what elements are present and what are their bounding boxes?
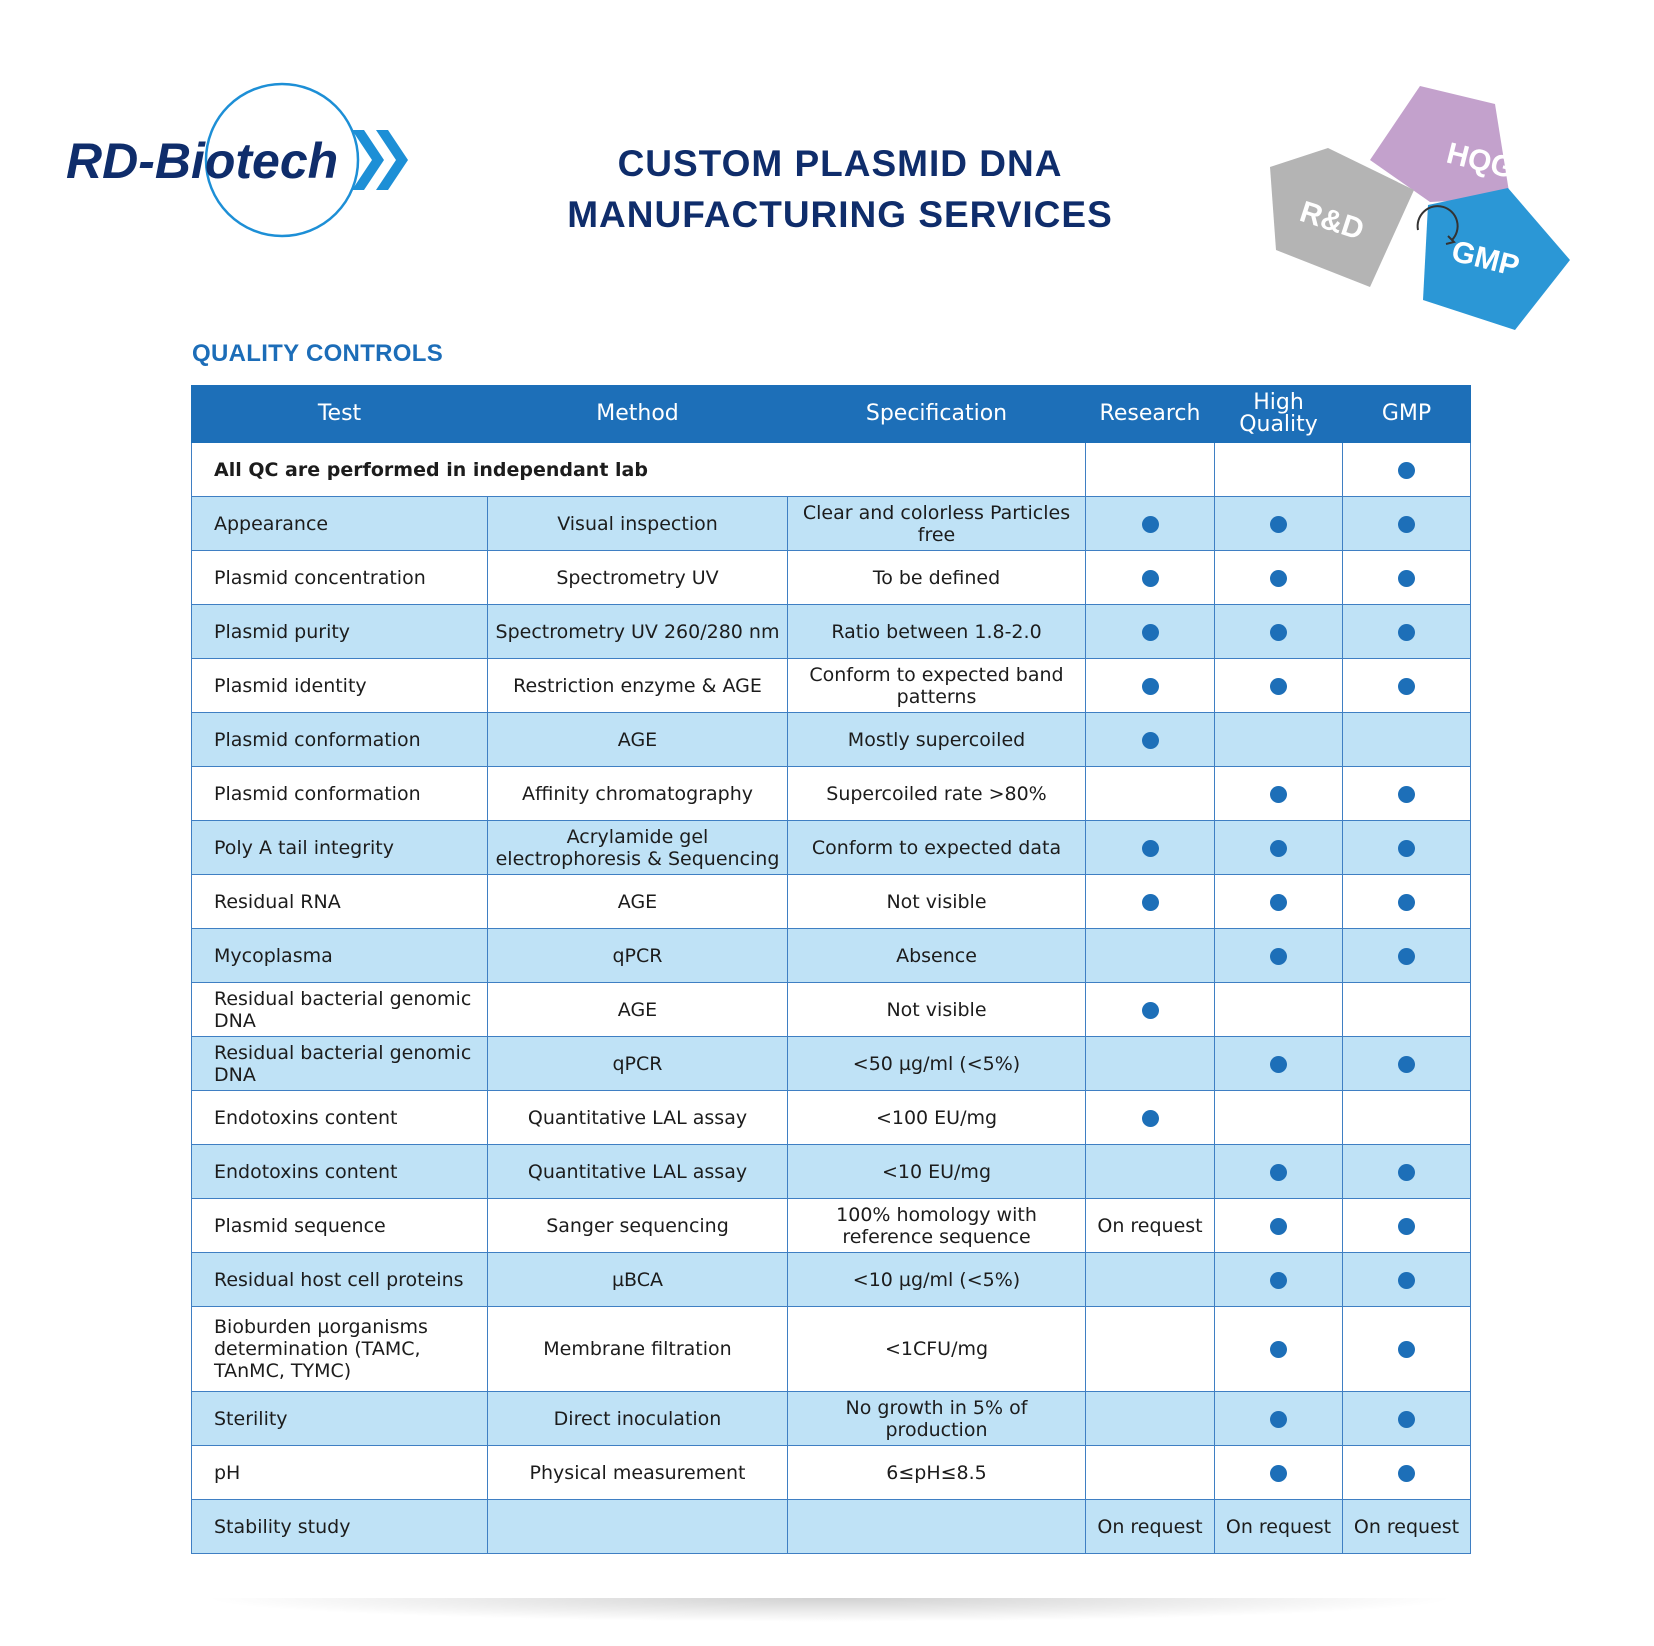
included-dot-icon [1142, 840, 1159, 857]
table-row [192, 1253, 1471, 1307]
header-specification: Specification [788, 386, 1086, 443]
spec-cell: Not visible [788, 983, 1086, 1037]
method-cell: µBCA [488, 1253, 788, 1307]
high-quality-cell [1215, 1253, 1343, 1307]
table-row [192, 605, 1471, 659]
method-cell: Membrane filtration [488, 1307, 788, 1392]
included-dot-icon [1398, 1272, 1415, 1289]
research-cell [1086, 1446, 1215, 1500]
test-cell: Plasmid concentration [192, 551, 488, 605]
included-dot-icon [1398, 1218, 1415, 1235]
high-quality-cell [1215, 659, 1343, 713]
hexagon-graphic [1270, 80, 1580, 340]
included-dot-icon [1142, 732, 1159, 749]
included-dot-icon [1270, 894, 1287, 911]
included-dot-icon [1398, 624, 1415, 641]
gmp-cell [1343, 1307, 1471, 1392]
title-line-2: MANUFACTURING SERVICES [567, 194, 1113, 235]
header-method: Method [488, 386, 788, 443]
included-dot-icon [1398, 570, 1415, 587]
page-title [540, 138, 1140, 240]
header-research: Research [1086, 386, 1215, 443]
gmp-cell [1343, 1145, 1471, 1199]
gmp-cell [1343, 551, 1471, 605]
high-quality-cell [1215, 605, 1343, 659]
spec-cell: Clear and colorless Particles free [788, 497, 1086, 551]
note-cell: All QC are performed in independant lab [192, 443, 1086, 497]
included-dot-icon [1270, 516, 1287, 533]
table-row [192, 929, 1471, 983]
table-row [192, 551, 1471, 605]
included-dot-icon [1398, 1056, 1415, 1073]
high-quality-cell [1215, 1392, 1343, 1446]
high-quality-cell [1215, 983, 1343, 1037]
research-cell [1086, 1253, 1215, 1307]
logo-text: RD-Biotech [66, 133, 339, 189]
gmp-cell [1343, 821, 1471, 875]
research-cell [1086, 1145, 1215, 1199]
table-row [192, 497, 1471, 551]
table-row [192, 1037, 1471, 1091]
included-dot-icon [1398, 894, 1415, 911]
test-cell: Plasmid sequence [192, 1199, 488, 1253]
high-quality-cell [1215, 1091, 1343, 1145]
table-row [192, 1307, 1471, 1392]
research-cell [1086, 1307, 1215, 1392]
test-cell: pH [192, 1446, 488, 1500]
table-row [192, 1091, 1471, 1145]
included-dot-icon [1270, 1272, 1287, 1289]
method-cell: qPCR [488, 1037, 788, 1091]
gmp-cell [1343, 1446, 1471, 1500]
high-quality-cell [1215, 713, 1343, 767]
high-quality-cell [1215, 929, 1343, 983]
method-cell: AGE [488, 983, 788, 1037]
table-row [192, 1446, 1471, 1500]
header-gmp: GMP [1343, 386, 1471, 443]
method-cell: Restriction enzyme & AGE [488, 659, 788, 713]
research-cell: On request [1086, 1199, 1215, 1253]
high-quality-cell [1215, 821, 1343, 875]
table-shadow [200, 1598, 1460, 1622]
method-cell: Sanger sequencing [488, 1199, 788, 1253]
included-dot-icon [1270, 1218, 1287, 1235]
included-dot-icon [1142, 1002, 1159, 1019]
gmp-cell [1343, 443, 1471, 497]
method-cell: Quantitative LAL assay [488, 1145, 788, 1199]
spec-cell: <10 EU/mg [788, 1145, 1086, 1199]
included-dot-icon [1142, 516, 1159, 533]
method-cell [488, 1500, 788, 1554]
table-row [192, 875, 1471, 929]
gmp-cell [1343, 1253, 1471, 1307]
included-dot-icon [1398, 678, 1415, 695]
test-cell: Endotoxins content [192, 1091, 488, 1145]
included-dot-icon [1270, 1341, 1287, 1358]
high-quality-cell [1215, 443, 1343, 497]
included-dot-icon [1398, 462, 1415, 479]
method-cell: Physical measurement [488, 1446, 788, 1500]
hqg-label: HQG [1443, 136, 1518, 186]
test-cell: Endotoxins content [192, 1145, 488, 1199]
included-dot-icon [1270, 840, 1287, 857]
research-cell [1086, 929, 1215, 983]
included-dot-icon [1398, 840, 1415, 857]
spec-cell: <50 µg/ml (<5%) [788, 1037, 1086, 1091]
high-quality-cell [1215, 551, 1343, 605]
research-cell [1086, 659, 1215, 713]
method-cell: Acrylamide gel electrophoresis & Sequencing [488, 821, 788, 875]
high-quality-cell [1215, 875, 1343, 929]
spec-cell: <10 µg/ml (<5%) [788, 1253, 1086, 1307]
spec-cell: 6≤pH≤8.5 [788, 1446, 1086, 1500]
test-cell: Residual bacterial genomic DNA [192, 1037, 488, 1091]
included-dot-icon [1270, 570, 1287, 587]
method-cell: qPCR [488, 929, 788, 983]
spec-cell: Mostly supercoiled [788, 713, 1086, 767]
rnd-label: R&D [1295, 195, 1368, 247]
test-cell: Plasmid conformation [192, 767, 488, 821]
method-cell: Affinity chromatography [488, 767, 788, 821]
included-dot-icon [1270, 1056, 1287, 1073]
included-dot-icon [1270, 786, 1287, 803]
included-dot-icon [1270, 624, 1287, 641]
included-dot-icon [1270, 1465, 1287, 1482]
research-cell [1086, 605, 1215, 659]
spec-cell: Conform to expected band patterns [788, 659, 1086, 713]
table-row [192, 1199, 1471, 1253]
test-cell: Stability study [192, 1500, 488, 1554]
header-high-quality: High Quality [1215, 386, 1343, 443]
research-cell [1086, 1091, 1215, 1145]
research-cell [1086, 983, 1215, 1037]
included-dot-icon [1270, 1164, 1287, 1181]
gmp-cell: On request [1343, 1500, 1471, 1554]
table-row [192, 821, 1471, 875]
spec-cell [788, 1500, 1086, 1554]
test-cell: Appearance [192, 497, 488, 551]
high-quality-cell [1215, 1037, 1343, 1091]
spec-cell: No growth in 5% of production [788, 1392, 1086, 1446]
high-quality-cell [1215, 1199, 1343, 1253]
table-row [192, 659, 1471, 713]
high-quality-cell [1215, 1307, 1343, 1392]
method-cell: Direct inoculation [488, 1392, 788, 1446]
research-cell [1086, 551, 1215, 605]
high-quality-cell [1215, 1145, 1343, 1199]
test-cell: Residual bacterial genomic DNA [192, 983, 488, 1037]
included-dot-icon [1398, 948, 1415, 965]
included-dot-icon [1142, 624, 1159, 641]
research-cell [1086, 821, 1215, 875]
rd-biotech-logo [60, 80, 460, 260]
table-row-note [192, 443, 1471, 497]
research-cell [1086, 713, 1215, 767]
spec-cell: Absence [788, 929, 1086, 983]
gmp-cell [1343, 875, 1471, 929]
test-cell: Plasmid identity [192, 659, 488, 713]
table-row [192, 983, 1471, 1037]
method-cell: Quantitative LAL assay [488, 1091, 788, 1145]
included-dot-icon [1142, 678, 1159, 695]
gmp-cell [1343, 659, 1471, 713]
test-cell: Plasmid purity [192, 605, 488, 659]
research-cell [1086, 767, 1215, 821]
gmp-label: GMP [1448, 234, 1523, 284]
included-dot-icon [1398, 1411, 1415, 1428]
gmp-cell [1343, 713, 1471, 767]
title-line-1: CUSTOM PLASMID DNA [617, 143, 1063, 184]
gmp-cell [1343, 605, 1471, 659]
gmp-cell [1343, 983, 1471, 1037]
included-dot-icon [1398, 1164, 1415, 1181]
quality-controls-table [191, 385, 1471, 1554]
method-cell: AGE [488, 713, 788, 767]
included-dot-icon [1398, 786, 1415, 803]
method-cell: Visual inspection [488, 497, 788, 551]
test-cell: Sterility [192, 1392, 488, 1446]
gmp-cell [1343, 1199, 1471, 1253]
gmp-cell [1343, 1037, 1471, 1091]
method-cell: AGE [488, 875, 788, 929]
spec-cell: Conform to expected data [788, 821, 1086, 875]
table-row [192, 1392, 1471, 1446]
included-dot-icon [1398, 516, 1415, 533]
spec-cell: To be defined [788, 551, 1086, 605]
high-quality-cell: On request [1215, 1500, 1343, 1554]
spec-cell: <100 EU/mg [788, 1091, 1086, 1145]
included-dot-icon [1270, 678, 1287, 695]
included-dot-icon [1398, 1465, 1415, 1482]
gmp-cell [1343, 497, 1471, 551]
test-cell: Bioburden µorganisms determination (TAMC, TAnMC, TYMC) [192, 1307, 488, 1392]
test-cell: Poly A tail integrity [192, 821, 488, 875]
test-cell: Residual RNA [192, 875, 488, 929]
high-quality-cell [1215, 1446, 1343, 1500]
test-cell: Residual host cell proteins [192, 1253, 488, 1307]
research-cell [1086, 875, 1215, 929]
included-dot-icon [1142, 894, 1159, 911]
header-test: Test [192, 386, 488, 443]
research-cell: On request [1086, 1500, 1215, 1554]
included-dot-icon [1270, 1411, 1287, 1428]
research-cell [1086, 497, 1215, 551]
gmp-cell [1343, 1392, 1471, 1446]
research-cell [1086, 1037, 1215, 1091]
table-row [192, 1145, 1471, 1199]
table-header-row [192, 386, 1471, 443]
spec-cell: <1CFU/mg [788, 1307, 1086, 1392]
test-cell: Plasmid conformation [192, 713, 488, 767]
test-cell: Mycoplasma [192, 929, 488, 983]
section-heading: QUALITY CONTROLS [192, 340, 444, 367]
research-cell [1086, 1392, 1215, 1446]
included-dot-icon [1398, 1341, 1415, 1358]
spec-cell: 100% homology with reference sequence [788, 1199, 1086, 1253]
high-quality-cell [1215, 767, 1343, 821]
high-quality-cell [1215, 497, 1343, 551]
table-row [192, 713, 1471, 767]
gmp-cell [1343, 929, 1471, 983]
research-cell [1086, 443, 1215, 497]
table-row [192, 1500, 1471, 1554]
method-cell: Spectrometry UV [488, 551, 788, 605]
spec-cell: Supercoiled rate >80% [788, 767, 1086, 821]
gmp-cell [1343, 767, 1471, 821]
spec-cell: Not visible [788, 875, 1086, 929]
table-row [192, 767, 1471, 821]
included-dot-icon [1270, 948, 1287, 965]
spec-cell: Ratio between 1.8-2.0 [788, 605, 1086, 659]
included-dot-icon [1142, 570, 1159, 587]
included-dot-icon [1142, 1110, 1159, 1127]
method-cell: Spectrometry UV 260/280 nm [488, 605, 788, 659]
gmp-cell [1343, 1091, 1471, 1145]
